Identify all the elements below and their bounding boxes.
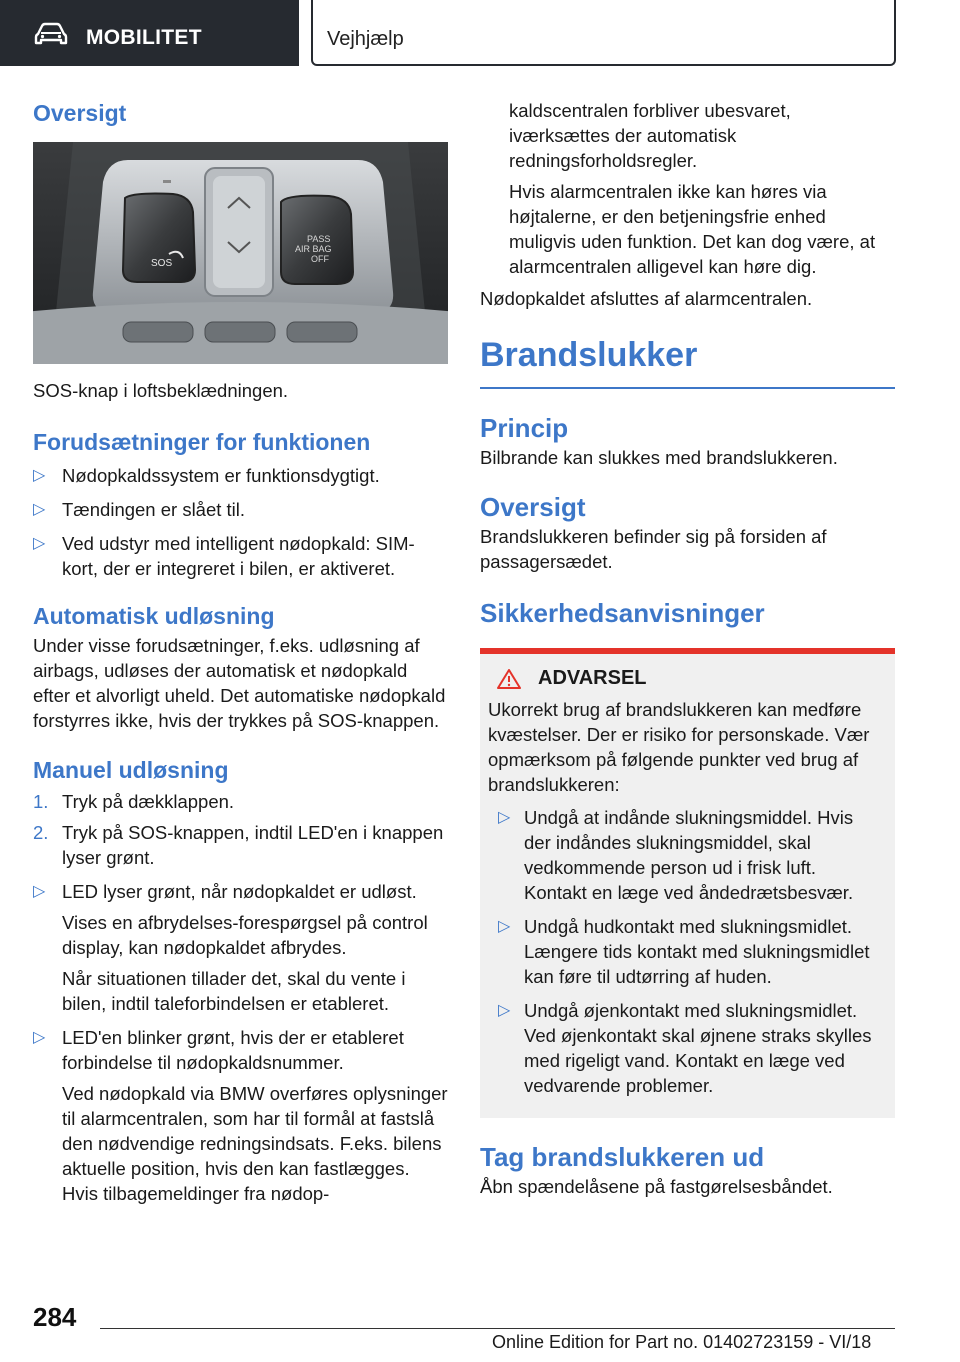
page-number: 284: [33, 1302, 77, 1332]
chapter-title: Vejhjælp: [327, 28, 404, 50]
paragraph: Vises en afbrydelses-forespørgsel på control display, kan nødopkaldet afbrydes.: [62, 912, 428, 958]
princip-heading: Princip: [480, 413, 569, 443]
triangle-bullet-icon: ▷: [498, 809, 511, 826]
triangle-bullet-icon: ▷: [33, 535, 46, 552]
brandslukker-heading: Brandslukker: [480, 333, 895, 389]
list-item: ▷ Undgå øjenkontakt med slukningsmidlet. Ved øjenkontakt skal øjnene straks skylles med rigeligt vand. Kontakt en læge ved vedvarende problemer.: [498, 1000, 872, 1096]
oversigt-heading: Oversigt: [33, 100, 127, 126]
page-footer: [0, 1290, 960, 1362]
sikkerhed-heading: Sikkerhedsanvisninger: [480, 598, 765, 628]
photo-caption: SOS-knap i loftsbeklædningen.: [33, 380, 289, 401]
oversigt-heading-right: Oversigt: [480, 492, 586, 522]
list-item: ▷ LED lyser grønt, når nødopkaldet er udløst.: [33, 881, 417, 902]
sos-button-photo: [33, 142, 448, 364]
automatisk-heading: Automatisk udløsning: [33, 603, 275, 629]
warning-label: ADVARSEL: [538, 667, 647, 689]
paragraph: Nødopkaldet afsluttes af alarmcentralen.: [480, 288, 813, 309]
triangle-bullet-icon: ▷: [33, 883, 46, 900]
edition-note: Online Edition for Part no. 01402723159 - VI/18: [492, 1332, 872, 1352]
paragraph: Ved nødopkald via BMW overføres oplysninger til alarmcentralen, som har til formål at fastslå den nødvendige redningsindsats. F.eks. bilens aktuelle position, hvis den kan fastlægges. Hvis tilbagemeldinger fra nødop-: [62, 1083, 448, 1204]
list-item: ▷ Undgå hudkontakt med slukningsmidlet. Længere tids kontakt med slukningsmidlet kan føre til udtørring af huden.: [498, 916, 870, 987]
step-item: 2. Tryk på SOS-knappen, indtil LED'en i knappen lyser grønt.: [33, 822, 444, 868]
car-icon: [34, 22, 68, 46]
chapter-tab: [311, 0, 896, 66]
automatisk-text: Under visse forudsætninger, f.eks. udløsning af airbags, udløses der automatisk et nødopkald efter et alvorligt uheld. Det automatiske nødopkald forstyrres ikke, hvis der trykkes på SOS-knappen.: [33, 635, 446, 731]
oversigt-text: Brandslukkeren befinder sig på forsiden af passagersædet.: [480, 526, 827, 572]
left-column: [33, 98, 448, 1206]
manuel-heading: Manuel udløsning: [33, 757, 229, 783]
list-item: ▷ Undgå at indånde slukningsmiddel. Hvis der indåndes slukningsmiddel, skal vedkommende person ud i frisk luft. Kontakt en læge ved åndedrætsbesvær.: [498, 807, 854, 903]
airbag-label: AIR BAG: [295, 244, 332, 254]
tag-heading: Tag brandslukkeren ud: [480, 1142, 765, 1172]
triangle-bullet-icon: ▷: [33, 467, 46, 484]
off-label: OFF: [311, 254, 329, 264]
princip-text: Bilbrande kan slukkes med brandslukkeren.: [480, 447, 838, 468]
triangle-bullet-icon: ▷: [498, 1002, 511, 1019]
section-title: MOBILITET: [86, 26, 202, 49]
tag-text: Åbn spændelåsene på fastgørelsesbåndet.: [480, 1176, 833, 1197]
list-item: ▷ Tændingen er slået til.: [33, 499, 246, 520]
triangle-bullet-icon: ▷: [498, 918, 511, 935]
footer-divider: [100, 1328, 895, 1329]
forudsaetninger-heading: Forudsætninger for funktionen: [33, 429, 371, 455]
warning-box: [480, 648, 895, 1118]
triangle-bullet-icon: ▷: [33, 1029, 46, 1046]
section-tab: [0, 0, 299, 66]
warning-header: [496, 666, 883, 691]
pass-label: PASS: [307, 234, 331, 244]
paragraph: kaldscentralen forbliver ubesvaret, iværksættes der automatisk redningsforholdsregler.: [509, 100, 791, 171]
sos-label: SOS: [151, 258, 173, 269]
list-item: ▷ Nødopkaldssystem er funktionsdygtigt.: [33, 465, 380, 486]
roof-console-illustration: [33, 142, 448, 364]
list-item: ▷ LED'en blinker grønt, hvis der er etableret forbindelse til nødopkaldsnummer.: [33, 1027, 404, 1073]
paragraph: Hvis alarmcentralen ikke kan høres via højtalerne, er den betjeningsfrie enhed muligvis uden funktion. Det kan dog være, at alarmcentralen alligevel kan høre dig.: [509, 181, 876, 277]
triangle-bullet-icon: ▷: [33, 501, 46, 518]
paragraph: Når situationen tillader det, skal du vente i bilen, indtil taleforbindelsen er etableret.: [62, 968, 406, 1014]
page-header: [0, 0, 960, 66]
step-item: 1. Tryk på dækklappen.: [33, 791, 235, 812]
right-column: [480, 98, 895, 1199]
warning-triangle-icon: [496, 668, 522, 690]
list-item: ▷ Ved udstyr med intelligent nødopkald: SIM-kort, der er integreret i bilen, er aktiveret.: [33, 533, 415, 579]
warning-text: Ukorrekt brug af brandslukkeren kan medføre kvæstelser. Der er risiko for personskade. Vær opmærksom på følgende punkter ved brug af brandslukkeren:: [488, 699, 870, 795]
